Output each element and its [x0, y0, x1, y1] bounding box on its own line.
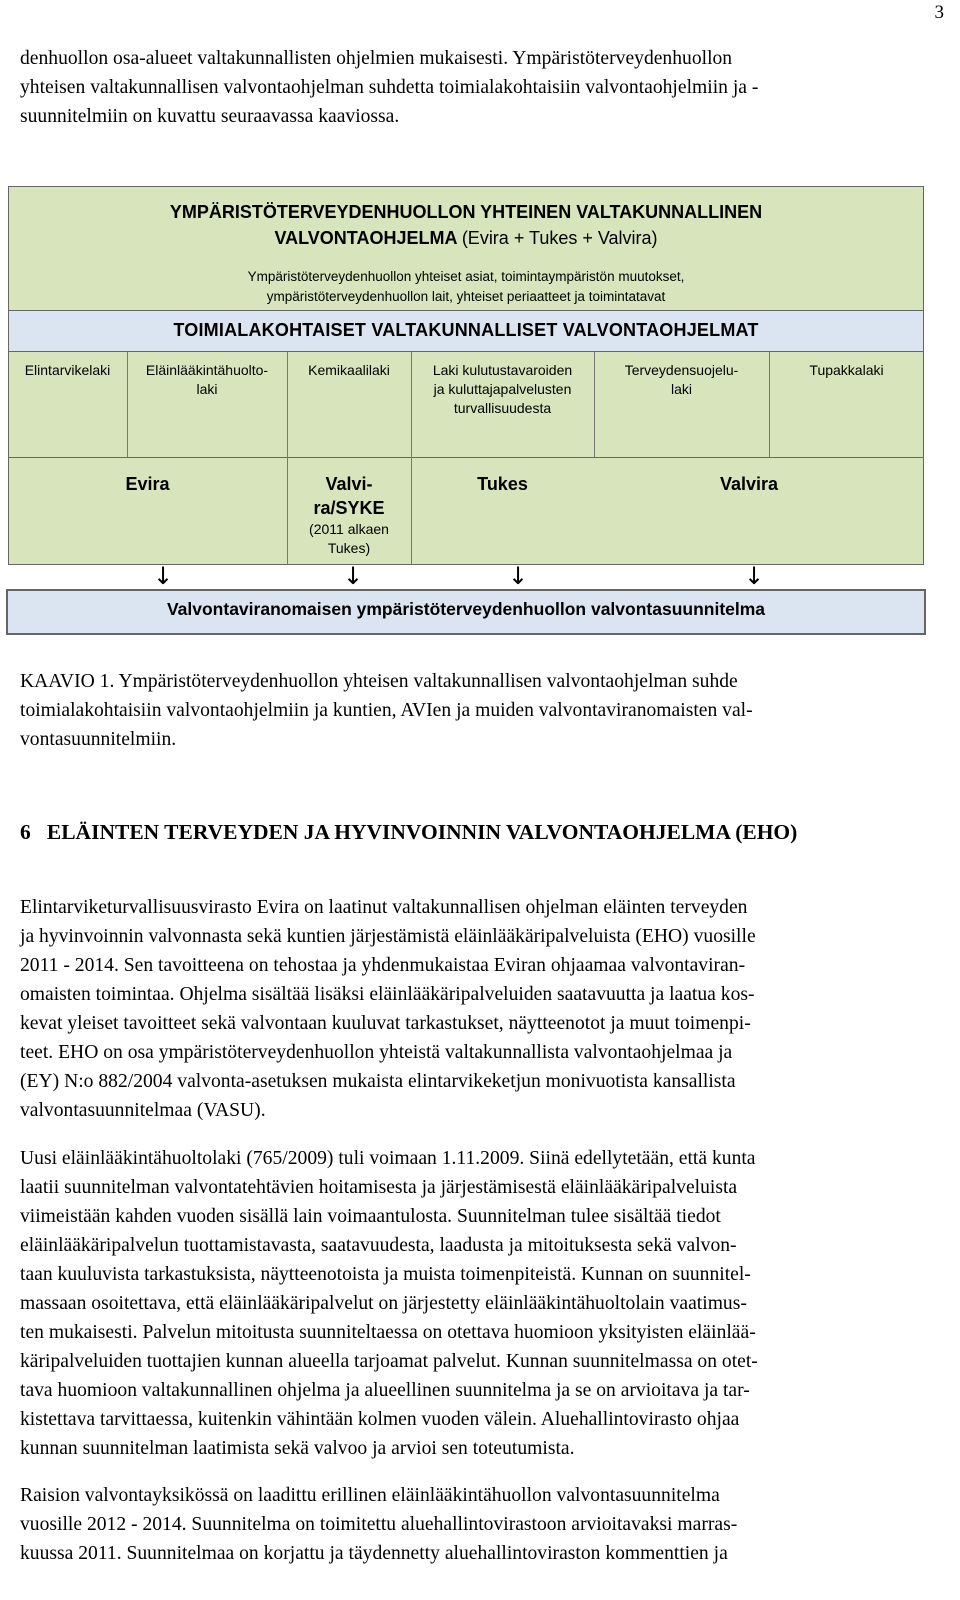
- text-line: toimialakohtaisiin valvontaohjelmiin ja kuntien, AVIen ja muiden valvontaviranomaisten val-: [20, 700, 753, 721]
- text-line: teet. EHO on osa ympäristöterveydenhuollon yhteistä valtakunnallista valvontaohjelmaa ja: [20, 1042, 733, 1063]
- national-program-subtitle: [8, 267, 924, 307]
- act-tupakkalaki: Tupakkalaki: [809, 362, 884, 378]
- title-line: VALVONTAOHJELMA: [274, 228, 457, 248]
- text-line: ja hyvinvoinnin valvonnasta sekä kuntien järjestämistä eläinlääkäripalveluista (EHO) vuosille: [20, 926, 756, 947]
- paragraph-raisio: [20, 1481, 938, 1568]
- figure-caption: [20, 667, 938, 754]
- title-parenthetical: (Evira + Tukes + Valvira): [461, 228, 658, 248]
- title-line: YMPÄRISTÖTERVEYDENHUOLLON YHTEINEN VALTAKUNNALLINEN: [169, 202, 763, 222]
- act-kemikaalilaki: Kemikaalilaki: [308, 362, 390, 378]
- act-kulutustavaralaki: Laki kulutustavaroiden ja kuluttajapalvelusten turvallisuudesta: [432, 362, 573, 416]
- authority-tukes: Tukes: [477, 474, 528, 494]
- authority-note: (2011 alkaen Tukes): [309, 521, 389, 556]
- text-line: tava huomioon valtakunnallinen ohjelma ja alueellinen suunnitelma ja se on arvioitava ja tar-: [20, 1380, 750, 1401]
- authority-valvira-syke: [287, 472, 411, 558]
- text-line: taan kuuluvista tarkastuksista, näytteenotoista ja muista toimenpiteistä. Kunnan on suunnitel-: [20, 1264, 751, 1285]
- act-terveydensuojelulaki: Terveydensuojelu- laki: [624, 362, 739, 397]
- text-line: eläinlääkäripalvelun tuottamistavasta, saatavuudesta, laadusta ja mitoituksesta sekä valvon-: [20, 1235, 737, 1256]
- subtitle-line: Ympäristöterveydenhuollon yhteiset asiat, toimintaympäristön muutokset,: [247, 269, 685, 284]
- text-line: suunnitelmiin on kuvattu seuraavassa kaaviossa.: [20, 106, 400, 127]
- text-line: laatii suunnitelman valvontatehtävien hoitamisesta ja järjestämisestä eläinlääkäripalveluista: [20, 1177, 738, 1198]
- oversight-program-diagram: [0, 0, 960, 660]
- text-line: viimeistään kahden vuoden sisällä lain voimaantulosta. Suunnitelman tulee sisältää tiedot: [20, 1206, 721, 1227]
- down-arrow-icon: ↓: [153, 562, 174, 590]
- text-line: kevat yleiset tavoitteet sekä valvontaan kuuluvat tarkastukset, näytteenotot ja muut toimenpi-: [20, 1013, 751, 1034]
- authority-label: Valvi- ra/SYKE: [313, 474, 385, 518]
- page-number: 3: [934, 2, 944, 23]
- subtitle-line: ympäristöterveydenhuollon lait, yhteiset periaatteet ja toimintatavat: [266, 289, 666, 304]
- text-line: Uusi eläinlääkintähuoltolaki (765/2009) tuli voimaan 1.11.2009. Siinä edellytetään, että kunta: [20, 1148, 756, 1169]
- text-line: kistettava tarvittaessa, kuitenkin vähintään kolmen vuoden välein. Aluehallintovirasto ohjaa: [20, 1409, 740, 1430]
- text-line: 2011 - 2014. Sen tavoitteena on tehostaa ja yhdenmukaistaa Eviran ohjaamaa valvontaviran-: [20, 955, 746, 976]
- text-line: Raision valvontayksikössä on laadittu erillinen eläinlääkintähuollon valvontasuunnitelma: [20, 1485, 720, 1506]
- text-line: käripalveluiden tuottajien kunnan alueella tarjoamat palvelut. Kunnan suunnitelmassa on otet-: [20, 1351, 758, 1372]
- text-line: (EY) N:o 882/2004 valvonta-asetuksen mukaista elintarvikeketjun monivuotista kansallista: [20, 1071, 736, 1092]
- text-line: valvontasuunnitelmaa (VASU).: [20, 1100, 266, 1121]
- text-line: kunnan suunnitelman laatimista sekä valvoo ja arvioi sen toteutumista.: [20, 1438, 575, 1459]
- text-line: kuussa 2011. Suunnitelmaa on korjattu ja täydennetty aluehallintoviraston kommenttien ja: [20, 1543, 728, 1564]
- text-line: denhuollon osa-alueet valtakunnallisten ohjelmien mukaisesti. Ympäristöterveydenhuollon: [20, 48, 733, 69]
- text-line: vontasuunnitelmiin.: [20, 729, 177, 750]
- down-arrow-icon: ↓: [343, 562, 364, 590]
- local-plan-title: Valvontaviranomaisen ympäristöterveydenhuollon valvontasuunnitelma: [166, 599, 766, 619]
- section-heading: 6 ELÄINTEN TERVEYDEN JA HYVINVOINNIN VALVONTAOHJELMA (EHO): [20, 820, 798, 844]
- down-arrow-icon: ↓: [744, 562, 765, 590]
- text-line: KAAVIO 1. Ympäristöterveydenhuollon yhteisen valtakunnallisen valvontaohjelman suhde: [20, 671, 738, 692]
- text-line: ten mukaisesti. Palvelun mitoitusta suunniteltaessa on otettava huomioon yksityisten eläinlää-: [20, 1322, 756, 1343]
- authority-valvira: Valvira: [719, 474, 779, 494]
- text-line: Elintarviketurvallisuusvirasto Evira on laatinut valtakunnallisen ohjelman eläinten terveyden: [20, 897, 748, 918]
- text-line: massaan osoitettava, että eläinlääkäripalvelut on järjestetty eläinlääkintähuoltolain vaatimus-: [20, 1293, 747, 1314]
- sector-programs-title: TOIMIALAKOHTAISET VALTAKUNNALLISET VALVONTAOHJELMAT: [173, 320, 759, 340]
- paragraph-act: [20, 1144, 938, 1463]
- paragraph-eho: [20, 893, 938, 1125]
- authority-evira: Evira: [125, 474, 170, 494]
- national-program-title: [8, 199, 924, 251]
- act-elintarvikelaki: Elintarvikelaki: [24, 362, 111, 378]
- text-line: yhteisen valtakunnallisen valvontaohjelman suhdetta toimialakohtaisiin valvontaohjelmiin ja -: [20, 77, 759, 98]
- act-elainlaakintahuoltolaki: Eläinlääkintähuolto- laki: [145, 362, 269, 397]
- text-line: vuosille 2012 - 2014. Suunnitelma on toimitettu aluehallintovirastoon arvioitavaksi marras-: [20, 1514, 738, 1535]
- down-arrow-icon: ↓: [508, 562, 529, 590]
- text-line: omaisten toimintaa. Ohjelma sisältää lisäksi eläinlääkäripalveluiden saatavuutta ja laatua kos-: [20, 984, 755, 1005]
